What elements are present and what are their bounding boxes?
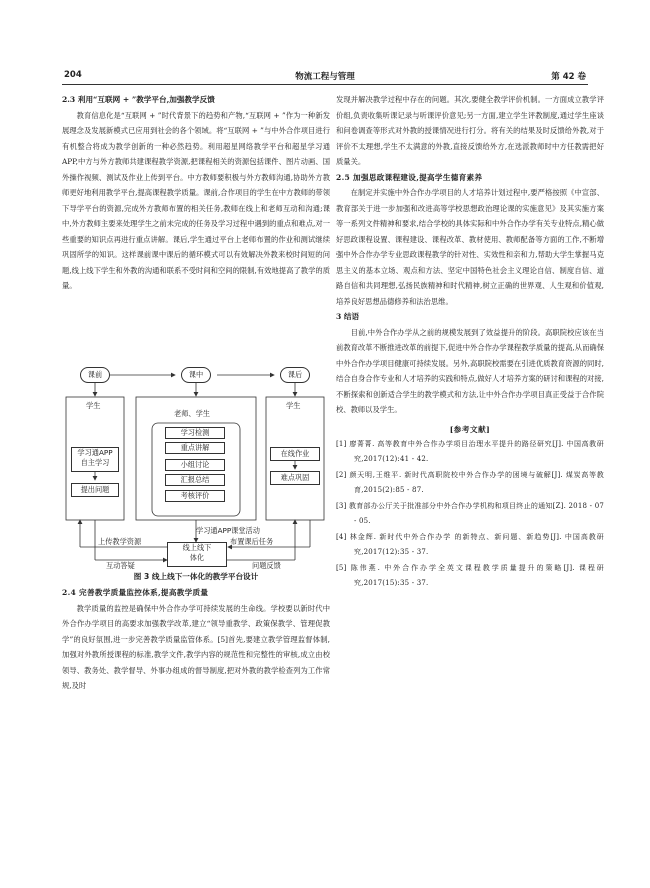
reference-item: [2] 颜天明,王维平. 新时代高职院校中外合作办学的困境与破解[J]. 煤炭高等教育,2015(2):85 - 87.	[336, 470, 604, 494]
consolidate-box: 难点巩固	[270, 471, 320, 485]
left-column-top	[62, 92, 330, 294]
left-column-bottom	[62, 585, 330, 694]
section-2-3-paragraph: 教育信息化是“互联网 + ”时代背景下的趋势和产物,“互联网 + ”作为一种新发展理念及发展新模式已应用到社会的各个领域。将“互联网 + ”与中外合作项目进行有机整合将成为教学创新的一种必然趋势。利用超星网络教学平台和超星学习通 APP,中方与外方教师共建课程教学资源,把课程相关的资源包括课件、图片动画、国外操作视频、测试及作业上传到平台。中方教师要积极与外方教师沟通,协助外方教师更好地利用教学平台,提高课程教学质量。课前,合作项目的学生在中方教师的带领下导学平台的资源,完成外方教师布置的相关任务,教师在线上和老师互动和沟通;课中,外方教师主要来处理学生之前未完成的任务及学习过程中遇到的重点和难点,对一些重要的知识点再进行重点讲解。课后,学生通过平台上老师布置的作业和测试继续巩固所学的知识。这样课前课中课后的循环模式可以有效解决外教来校时间短的问题,线上线下学生和外教的沟通和联系不受时间和空间的限制,有效地提高了教学的质量。	[62, 110, 330, 290]
assign-task-label: 布置课后任务	[230, 537, 274, 546]
conclusion-paragraph: 目前,中外合作办学从之前的规模发展到了效益提升的阶段。高职院校应该在当前教育改革不断推进改革的前提下,促进中外合作办学课程教学质量的提高,从而确保中外合作办学项目健康可持续发展。另外,高职院校需要在引进优质教育资源的同时,结合自身合作专业和人才培养的实践和特点,做好人才培养方案的研讨和课程的对接,不断探索和创新适合学生的教学模式和方法,让中外合作办学项目真正受益于合作院校、教师以及学生。	[336, 327, 604, 414]
figure-caption: 图 3 线上线下一体化的教学平台设计	[133, 572, 259, 581]
journal-name: 物流工程与管理	[295, 72, 355, 82]
section-2-5-paragraph: 在制定并实施中外合作办学项目的人才培养计划过程中,要严格按照《中宣部、教育部关于进一步加强和改进高等学校思想政治理论课的实施意见》及其实施方案等一系列文件精神和要求,结合学校的具体实际和中外合作办学有关专业特点,精心做好思政课程设置、课程建设、课程改革、教材使用、教师配备等方面的工作,不断增强中外合作办学专业思政课程教学的针对性、实效性和亲和力,帮助大学生掌握马克思主义的基本立场、观点和方法、坚定中国特色社会主义理论自信、制度自信、道路自信和共同理想,弘扬民族精神和时代精神,树立正确的世界观、人生观和价值观,培养良好思想品德修养和法治思维。	[336, 188, 604, 306]
section-2-3-title: 2.3 利用“互联网 + ”教学平台,加强教学反馈	[62, 95, 215, 104]
upload-resource-label: 上传教学资源	[98, 537, 142, 546]
right-column	[336, 92, 604, 592]
app-self-study-box: 学习通APP 自主学习	[71, 447, 119, 472]
phase-post-label: 课后	[287, 370, 303, 379]
figure-3	[62, 367, 330, 585]
teacher-student-label: 老师、学生	[174, 409, 210, 418]
reference-item: [5] 陈伟燕. 中外合作办学全英文课程教学质量提升的策略[J]. 课程研究,2017(15):35 - 37.	[336, 563, 604, 587]
left-student-label: 学生	[86, 401, 101, 410]
reference-item: [3] 教育部办公厅关于批准部分中外合作办学机构和项目终止的通知[Z]. 2018 - 07 - 05.	[336, 501, 604, 525]
interaction-qa-label: 互动答疑	[106, 561, 135, 570]
online-homework-box: 在线作业	[270, 447, 320, 461]
ask-question-box: 提出问题	[71, 483, 119, 497]
page-number: 204	[64, 70, 82, 80]
phase-in-label: 课中	[188, 370, 204, 379]
phase-pre-class	[80, 367, 110, 383]
section-2-4-title: 2.4 完善教学质量监控体系,提高教学质量	[62, 588, 209, 597]
volume-label: 第 42 卷	[551, 72, 586, 82]
reference-item: [4] 林金辉. 新时代中外合作办学 的新特点、新问题、新趋势[J]. 中国高教研究,2017(12):35 - 37.	[336, 532, 604, 556]
phase-post-class	[280, 367, 310, 383]
mid-item-2: 重点讲解	[165, 442, 225, 454]
mid-item-3: 小组讨论	[165, 459, 225, 471]
phase-in-class	[181, 367, 211, 383]
phase-pre-label: 课前	[87, 370, 103, 379]
references-heading: [参考文献]	[449, 424, 491, 434]
section-2-5-title: 2.5 加强思政课程建设,提高学生德育素养	[336, 172, 483, 182]
section-2-4-paragraph: 教学质量的监控是确保中外合作办学可持续发展的生命线。学校要以新时代中外合作办学项目的高要求加强教学改革,建立“领导重教学、政策保教学、管理促教学”的良好氛围,进一步完善教学质量监管体系。[5]首先,要建立教学管理监督体制,加强对外教所授课程的标准,教学文件,教学内容的规范性和完整性的审核,成立由校领导、教务处、教学督导、外事办组成的督导制度,把对外教的教学检查列为工作常规,及时	[62, 603, 330, 690]
right-student-label: 学生	[286, 401, 301, 410]
running-header	[62, 70, 588, 82]
mid-item-1: 学习检测	[165, 427, 225, 439]
mid-item-5: 考核评价	[165, 490, 225, 502]
header-rule	[62, 84, 588, 85]
online-offline-hub: 线上线下 体化	[167, 542, 227, 567]
problem-feedback-label: 问题反馈	[252, 561, 281, 570]
mid-item-4: 汇报总结	[165, 474, 225, 486]
section-3-title: 3 结语	[336, 312, 360, 321]
app-activity-label: 学习通APP课堂活动	[196, 526, 260, 535]
reference-item: [1] 廖菁菁. 高等教育中外合作办学项目治理水平提升的路径研究[J]. 中国高教研究,2017(12):41 - 42.	[336, 439, 604, 463]
section-2-4-continued: 发现并解决教学过程中存在的问题。其次,要健全教学评价机制。一方面成立教学评价组,负责收集听课记录与听课评价意见;另一方面,建立学生评教制度,通过学生座谈和问卷调查等形式对外教的授课情况进行打分。将有关的结果及时反馈给外教,对于评价不太理想,学生不太满意的外教,直接反馈给外方,在选派教师时中方任教需把好质量关。	[336, 95, 604, 166]
